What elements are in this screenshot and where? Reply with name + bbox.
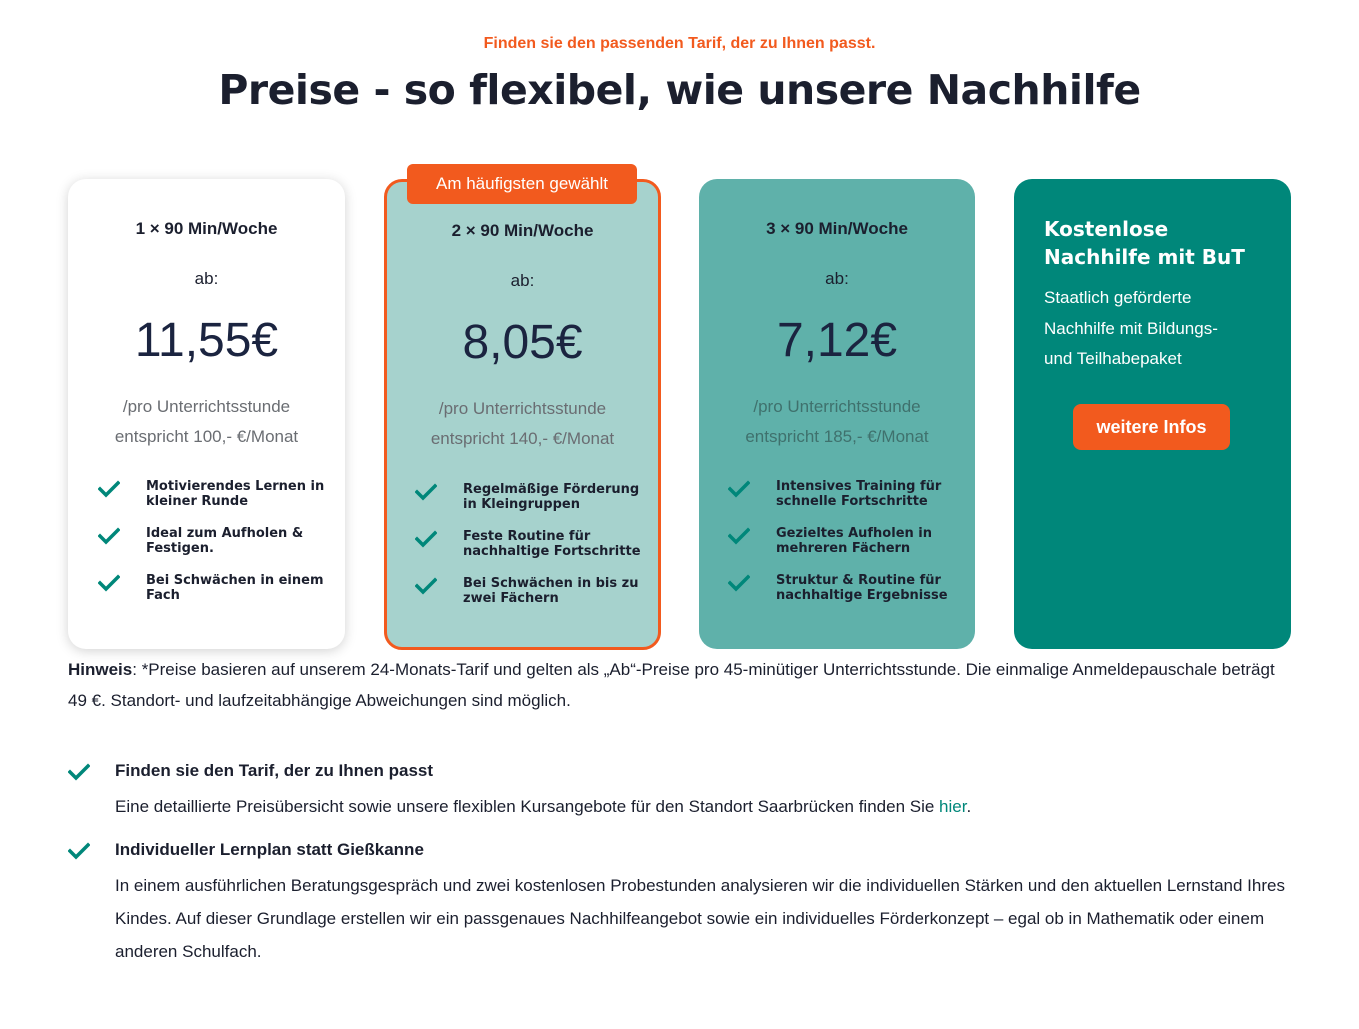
feature-item [415,529,645,576]
plan-monthly: entspricht 185,- €/Monat [745,427,929,446]
feature-list [415,482,645,623]
plan-title: 2 × 90 Min/Woche [451,221,594,240]
plan-price: 7,12€ [776,314,898,367]
feature-line: Bei Schwächen in einem [146,573,324,588]
but-text-line: Staatlich geförderte [1044,288,1192,307]
feature-line: in Kleingruppen [463,497,580,512]
feature-item [415,482,645,529]
feature-list [728,479,958,620]
feature-line: Motivierendes Lernen in [146,479,325,494]
but-text-line: und Teilhabepaket [1044,349,1182,368]
pricing-card-3x90 [699,179,975,649]
plan-unit: /pro Unterrichtsstunde [438,399,607,418]
feature-item [98,526,328,573]
feature-item [728,526,958,573]
plan-monthly: entspricht 140,- €/Monat [430,429,615,448]
check-icon [68,842,90,860]
check-icon [98,480,120,498]
check-icon [415,530,437,548]
feature-item [98,479,328,526]
note-label: Hinweis [68,660,133,679]
plan-from-label: ab: [825,269,849,288]
info-text-end: . [966,797,972,816]
plan-price: 8,05€ [462,316,583,369]
feature-line: nachhaltige Fortschritte [463,544,641,559]
eyebrow-text: Finden sie den passenden Tarif, der zu Ihnen passt. [483,35,876,52]
feature-line: Intensives Training für [776,479,942,494]
plan-monthly: entspricht 100,- €/Monat [114,427,299,446]
info-title: Finden sie den Tarif, der zu Ihnen passt [115,761,434,780]
info-text-body: Eine detaillierte Preisübersicht sowie unsere flexiblen Kursangebote für den Standort Saarbrücken finden Sie [115,797,940,816]
price-note [68,655,1298,716]
check-icon [415,483,437,501]
but-card [1014,179,1291,649]
more-info-button[interactable]: weitere Infos [1073,404,1230,450]
feature-line: Ideal zum Aufholen & [146,526,304,541]
feature-line: Struktur & Routine für [776,573,941,588]
check-icon [98,574,120,592]
check-icon [68,763,90,781]
feature-item [728,573,958,620]
page-title: Preise - so flexibel, wie unsere Nachhilfe [218,66,1141,114]
feature-line: Festigen. [146,541,214,556]
check-icon [98,527,120,545]
check-icon [415,577,437,595]
but-title [1044,215,1274,271]
feature-line: zwei Fächern [463,591,559,606]
feature-line: Fach [146,588,180,603]
plan-title: 3 × 90 Min/Woche [766,219,908,238]
plan-unit: /pro Unterrichtsstunde [122,397,291,416]
feature-line: Regelmäßige Förderung [463,482,640,497]
but-text-line: Nachhilfe mit Bildungs- [1044,318,1218,338]
feature-item [98,573,328,620]
check-icon [728,574,750,592]
but-title-line: Kostenlose [1044,217,1169,241]
plan-unit: /pro Unterrichtsstunde [753,397,921,416]
info-text: In einem ausführlichen Beratungsgespräch und zwei kostenlosen Probestunden analysieren wir die individuellen Stärken und den aktuellen Lernstand Ihres Kindes. Auf dieser Grundlage erstellen wir ein passgenaues Nachhilfeangebot sowie ein individuelles Förderkonzept – egal ob in Mathematik oder einem anderen Schulfach. [115,876,1285,961]
hier-link[interactable]: hier [939,797,967,816]
pricing-card-2x90 [384,179,661,650]
plan-price: 11,55€ [134,314,279,367]
feature-line: kleiner Runde [146,494,249,509]
note-text: : *Preise basieren auf unserem 24-Monats-Tarif und gelten als „Ab“-Preise pro 45-minütiger Unterrichtsstunde. Die einmalige Anmeldepauschale beträgt 49 €. Standort- und laufzeitabhängige Abweichungen sind möglich. [68,660,1275,710]
feature-line: nachhaltige Ergebnisse [776,588,948,603]
feature-line: Gezieltes Aufholen in [776,526,932,541]
plan-from-label: ab: [194,269,219,288]
but-description [1044,283,1254,375]
check-icon [728,527,750,545]
plan-title: 1 × 90 Min/Woche [135,219,278,238]
feature-item [415,576,645,623]
feature-line: mehreren Fächern [776,541,911,556]
plan-from-label: ab: [510,271,535,290]
feature-item [728,479,958,526]
feature-list [98,479,328,620]
info-text [115,790,1285,823]
feature-line: Bei Schwächen in bis zu [463,576,639,591]
popular-badge: Am häufigsten gewählt [407,164,637,204]
feature-line: Feste Routine für [463,529,591,544]
pricing-card-1x90 [68,179,345,649]
but-title-line: Nachhilfe mit BuT [1044,245,1245,269]
feature-line: schnelle Fortschritte [776,494,928,509]
info-title: Individueller Lernplan statt Gießkanne [115,840,424,859]
check-icon [728,480,750,498]
